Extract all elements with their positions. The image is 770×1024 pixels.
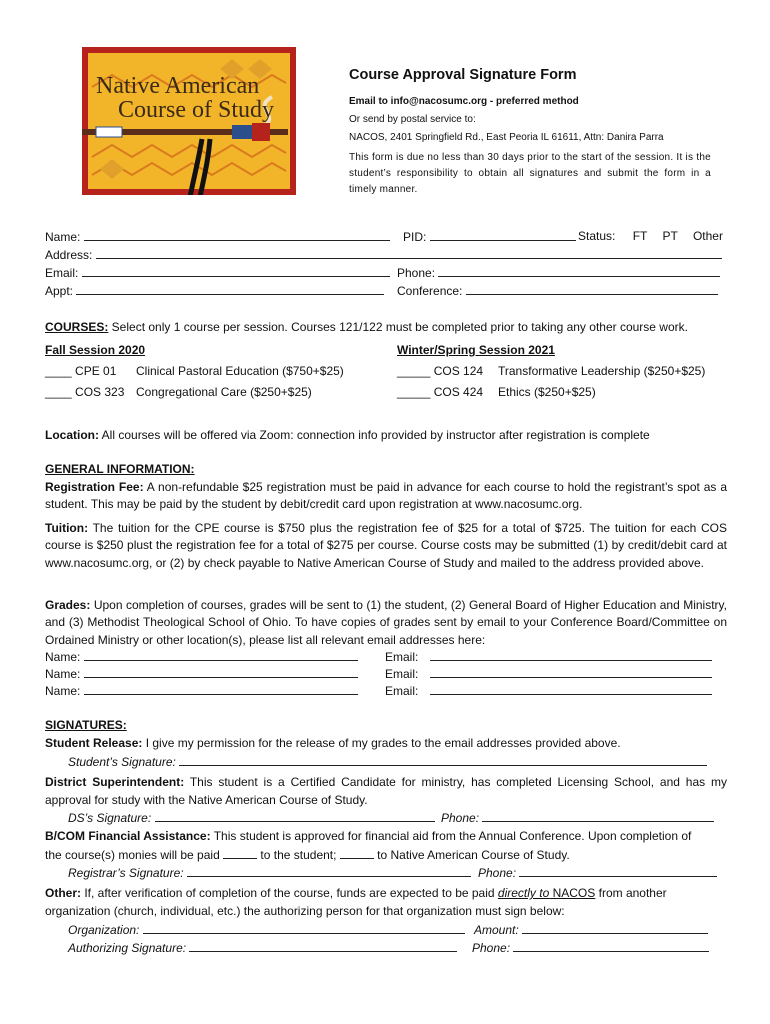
registrar-signature-label: Registrar’s Signature: xyxy=(68,866,184,880)
courses-instruction: COURSES: Select only 1 course per session. Courses 121/122 must be completed prior to taking any other course work. xyxy=(45,320,688,334)
email-instruction: Email to info@nacosumc.org - preferred method xyxy=(349,96,579,107)
authorizing-signature-input[interactable] xyxy=(189,940,457,952)
grade-email-label: Email: xyxy=(385,667,419,681)
registrar-signature-input[interactable] xyxy=(187,865,471,877)
tuition-paragraph: Tuition: The tuition for the CPE course is $750 plus the registration fee of $25 for a total of $725. The tuition for each COS course is $250 plust the registration fee for a total of $275 per course. Course costs may be submitted (1) by credit/debit card at www.nacosumc.org, or (2) by check payable to Native American Course of Study and mailed to the address provided above. xyxy=(45,521,727,570)
winter-session-heading: Winter/Spring Session 2021 xyxy=(397,343,555,357)
nacos-logo xyxy=(82,47,296,195)
registration-fee-paragraph: Registration Fee: A non-refundable $25 registration must be paid in advance for each course to hold the registrant’s spot as a student. This may be paid by the student by debit/credit card upon registration at www.nacosumc.org. xyxy=(45,480,727,512)
organization-input[interactable] xyxy=(143,922,465,934)
grade-name-input-1[interactable] xyxy=(84,649,358,661)
grade-name-input-2[interactable] xyxy=(84,666,358,678)
ds-phone-input[interactable] xyxy=(482,810,714,822)
courses-label: COURSES: xyxy=(45,320,109,334)
address-label: Address: xyxy=(45,248,93,262)
course-name: Clinical Pastoral Education ($750+$25) xyxy=(136,364,344,378)
logo-line2: Course of Study xyxy=(118,97,274,123)
grades-paragraph: Grades: Upon completion of courses, grades will be sent to (1) the student, (2) General Board of Higher Education and Ministry, and (3) Methodist Theological School of Ohio. To have copies of grades sent by email to your Conference Board/Committee on Ordained Ministry or other location(s), please list all relevant email addresses here: xyxy=(45,598,727,647)
course-option-cos323[interactable]: ____ COS 323 xyxy=(45,385,125,399)
grade-email-input-1[interactable] xyxy=(430,649,712,661)
general-info-heading: GENERAL INFORMATION: xyxy=(45,462,195,476)
registrar-phone-input[interactable] xyxy=(519,865,717,877)
pid-label: PID: xyxy=(403,230,427,244)
course-name: Transformative Leadership ($250+$25) xyxy=(498,364,706,378)
email-label: Email: xyxy=(45,266,79,280)
other-text-line1: Other: If, after verification of completion of the course, funds are expected to be paid directly to NACOS from another xyxy=(45,886,667,900)
ds-signature-label: DS’s Signature: xyxy=(68,811,152,825)
registrar-phone-label: Phone: xyxy=(478,866,517,880)
grade-name-label: Name: xyxy=(45,684,81,698)
student-signature-input[interactable] xyxy=(179,754,707,766)
course-name: Ethics ($250+$25) xyxy=(498,385,596,399)
status-other-option[interactable]: Other xyxy=(692,229,723,243)
student-release-text: Student Release: I give my permission for the release of my grades to the email addresses provided above. xyxy=(45,736,621,750)
logo-line1: Native American xyxy=(96,73,260,99)
amount-input[interactable] xyxy=(522,922,708,934)
postal-instruction: Or send by postal service to: xyxy=(349,114,476,125)
course-option-cos124[interactable]: _____ COS 124 xyxy=(397,364,484,378)
mailing-address: NACOS, 2401 Springfield Rd., East Peoria IL 61611, Attn: Danira Parra xyxy=(349,132,664,143)
other-text-line2: organization (church, individual, etc.) the authorizing person for that organization must sign below: xyxy=(45,904,565,918)
grade-name-input-3[interactable] xyxy=(84,683,358,695)
appt-input[interactable] xyxy=(76,283,384,295)
grade-email-label: Email: xyxy=(385,684,419,698)
fall-session-heading: Fall Session 2020 xyxy=(45,343,146,357)
authorizing-phone-input[interactable] xyxy=(513,940,709,952)
address-input[interactable] xyxy=(96,247,722,259)
course-name: Congregational Care ($250+$25) xyxy=(136,385,312,399)
name-label: Name: xyxy=(45,230,81,244)
student-signature-label: Student’s Signature: xyxy=(68,755,176,769)
conference-input[interactable] xyxy=(466,283,718,295)
status-label: Status: xyxy=(578,229,616,243)
authorizing-signature-label: Authorizing Signature: xyxy=(68,941,187,955)
ds-paragraph: District Superintendent: This student is a Certified Candidate for ministry, has completed Licensing School, and has my approval for study with the Native American Course of Study. xyxy=(45,775,727,807)
amount-label: Amount: xyxy=(474,923,519,937)
grade-email-label: Email: xyxy=(385,650,419,664)
signatures-heading: SIGNATURES: xyxy=(45,718,127,732)
status-ft-option[interactable]: FT xyxy=(632,229,648,243)
status-pt-option[interactable]: PT xyxy=(662,229,678,243)
ds-phone-label: Phone: xyxy=(441,811,480,825)
course-option-cpe01[interactable]: ____ CPE 01 xyxy=(45,364,117,378)
grade-email-input-2[interactable] xyxy=(430,666,712,678)
pid-input[interactable] xyxy=(430,229,576,241)
organization-label: Organization: xyxy=(68,923,140,937)
appt-label: Appt: xyxy=(45,284,74,298)
deadline-notice: This form is due no less than 30 days prior to the start of the session. It is the student’s responsibility to obtain all signatures and submit the form in a timely manner. xyxy=(349,152,711,195)
conference-label: Conference: xyxy=(397,284,463,298)
bcom-text-line1: B/COM Financial Assistance: This student is approved for financial aid from the Annual Conference. Upon completion of xyxy=(45,829,692,843)
form-title: Course Approval Signature Form xyxy=(349,67,577,83)
authorizing-phone-label: Phone: xyxy=(472,941,511,955)
phone-input[interactable] xyxy=(438,265,720,277)
bcom-text-line2: the course(s) monies will be paid to the student; to Native American Course of Study. xyxy=(45,848,570,862)
name-input[interactable] xyxy=(84,229,390,241)
grade-name-label: Name: xyxy=(45,650,81,664)
grade-name-label: Name: xyxy=(45,667,81,681)
course-option-cos424[interactable]: _____ COS 424 xyxy=(397,385,484,399)
bcom-student-amount-input[interactable] xyxy=(223,847,257,859)
email-input[interactable] xyxy=(82,265,390,277)
location-note: Location: All courses will be offered via Zoom: connection info provided by instructor after registration is complete xyxy=(45,428,650,442)
grade-email-input-3[interactable] xyxy=(430,683,712,695)
bcom-nacos-amount-input[interactable] xyxy=(340,847,374,859)
phone-label: Phone: xyxy=(397,266,436,280)
ds-signature-input[interactable] xyxy=(155,810,435,822)
